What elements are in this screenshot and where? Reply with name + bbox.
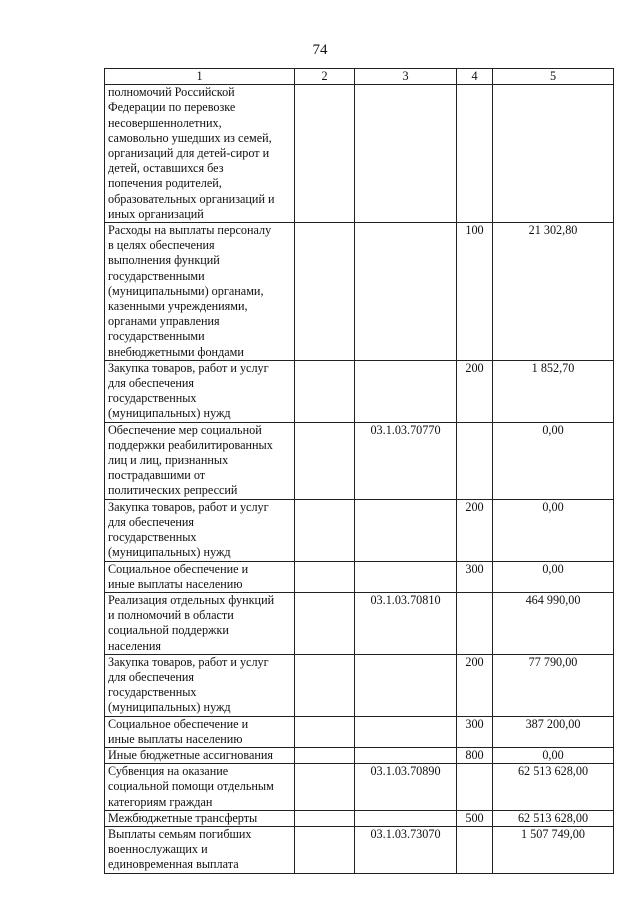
row-name-cell [105, 826, 295, 873]
table-row [105, 764, 614, 811]
row-type-cell [457, 592, 493, 654]
row-code-cell [355, 360, 457, 422]
header-col-4: 4 [457, 69, 493, 85]
table-row [105, 826, 614, 873]
row-amount-cell: 62 513 628,00 [493, 764, 614, 811]
row-type-cell: 200 [457, 360, 493, 422]
table-row [105, 499, 614, 561]
row-name-cell [105, 592, 295, 654]
row-name-line: лиц и лиц, признанных [108, 453, 229, 468]
row-name-cell [105, 223, 295, 361]
row-code-cell [355, 561, 457, 592]
page-number: 74 [312, 42, 328, 58]
row-col2-cell [295, 223, 355, 361]
table-row [105, 561, 614, 592]
row-name-line: Межбюджетные трансферты [108, 810, 258, 825]
row-col2-cell [295, 499, 355, 561]
row-col2-cell [295, 826, 355, 873]
row-name-cell [105, 810, 295, 826]
row-code-cell [355, 810, 457, 826]
row-col2-cell [295, 360, 355, 422]
row-col2-cell [295, 810, 355, 826]
row-name-line: политических репрессий [108, 483, 238, 498]
table-row [105, 85, 614, 223]
row-name-line: социальной помощи отдельным [108, 779, 274, 794]
row-name-line: образовательных организаций и [108, 191, 275, 206]
row-name-line: Социальное обеспечение и [108, 561, 249, 576]
row-name-line: поддержки реабилитированных [108, 437, 273, 452]
row-name-line: категориям граждан [108, 794, 213, 809]
row-type-cell: 500 [457, 810, 493, 826]
row-name-line: Закупка товаров, работ и услуг [108, 654, 269, 669]
row-name-line: организаций для детей-сирот и [108, 146, 270, 161]
row-name-cell [105, 764, 295, 811]
row-code-cell: 03.1.03.70770 [355, 422, 457, 499]
row-amount-cell: 0,00 [493, 747, 614, 763]
row-name-line: Закупка товаров, работ и услуг [108, 360, 269, 375]
row-code-cell [355, 716, 457, 747]
row-name-line: государственными [108, 268, 205, 283]
row-code-cell: 03.1.03.73070 [355, 826, 457, 873]
row-type-cell: 300 [457, 716, 493, 747]
row-name-line: единовременная выплата [108, 857, 239, 872]
row-col2-cell [295, 592, 355, 654]
table-row [105, 747, 614, 763]
row-name-line: для обеспечения [108, 514, 195, 529]
table-row [105, 223, 614, 361]
row-name-line: населения [108, 638, 162, 653]
row-name-cell [105, 499, 295, 561]
row-name-line: социальной поддержки [108, 623, 229, 638]
row-name-cell [105, 360, 295, 422]
row-amount-cell: 1 852,70 [493, 360, 614, 422]
row-col2-cell [295, 716, 355, 747]
row-amount-cell: 77 790,00 [493, 654, 614, 716]
row-name-line: государственных [108, 685, 197, 700]
row-name-line: Субвенция на оказание [108, 764, 229, 779]
row-amount-cell: 464 990,00 [493, 592, 614, 654]
header-col-1: 1 [105, 69, 295, 85]
row-type-cell [457, 764, 493, 811]
row-name-cell [105, 654, 295, 716]
table-row [105, 360, 614, 422]
row-amount-cell: 62 513 628,00 [493, 810, 614, 826]
row-name-line: детей, оставшихся без [108, 161, 224, 176]
row-name-line: иные выплаты населению [108, 576, 243, 591]
row-amount-cell: 387 200,00 [493, 716, 614, 747]
row-name-line: (муниципальных) нужд [108, 700, 231, 715]
row-name-line: попечения родителей, [108, 176, 222, 191]
row-name-line: Федерации по перевозке [108, 100, 236, 115]
row-name-line: Реализация отдельных функций [108, 592, 275, 607]
row-code-cell: 03.1.03.70890 [355, 764, 457, 811]
row-name-line: (муниципальных) нужд [108, 545, 231, 560]
row-name-cell [105, 716, 295, 747]
row-name-line: Иные бюджетные ассигнования [108, 747, 274, 762]
row-name-line: выполнения функций [108, 253, 220, 268]
row-col2-cell [295, 764, 355, 811]
row-code-cell: 03.1.03.70810 [355, 592, 457, 654]
row-code-cell [355, 654, 457, 716]
row-name-line: Закупка товаров, работ и услуг [108, 499, 269, 514]
row-amount-cell: 0,00 [493, 561, 614, 592]
row-type-cell [457, 85, 493, 223]
row-col2-cell [295, 654, 355, 716]
row-amount-cell: 1 507 749,00 [493, 826, 614, 873]
row-name-line: и полномочий в области [108, 608, 234, 623]
row-name-line: органами управления [108, 314, 220, 329]
row-name-line: (муниципальными) органами, [108, 283, 264, 298]
header-col-5: 5 [493, 69, 614, 85]
row-name-line: Расходы на выплаты персоналу [108, 223, 272, 238]
row-name-line: полномочий Российской [108, 85, 235, 100]
row-type-cell [457, 422, 493, 499]
row-type-cell: 300 [457, 561, 493, 592]
row-type-cell: 800 [457, 747, 493, 763]
row-code-cell [355, 85, 457, 223]
row-name-line: Выплаты семьям погибших [108, 826, 252, 841]
table-body [105, 85, 614, 873]
row-name-cell [105, 747, 295, 763]
row-amount-cell [493, 85, 614, 223]
table-row [105, 810, 614, 826]
row-amount-cell: 0,00 [493, 422, 614, 499]
row-type-cell [457, 826, 493, 873]
budget-table [104, 68, 614, 874]
header-col-3: 3 [355, 69, 457, 85]
header-row [105, 69, 614, 85]
row-type-cell: 200 [457, 654, 493, 716]
row-col2-cell [295, 85, 355, 223]
row-code-cell [355, 499, 457, 561]
row-col2-cell [295, 422, 355, 499]
table-row [105, 592, 614, 654]
row-name-line: государственных [108, 530, 197, 545]
row-type-cell: 100 [457, 223, 493, 361]
row-name-line: государственных [108, 391, 197, 406]
row-name-line: для обеспечения [108, 376, 195, 391]
row-name-line: в целях обеспечения [108, 238, 215, 253]
row-amount-cell: 0,00 [493, 499, 614, 561]
row-code-cell [355, 223, 457, 361]
row-name-line: несовершеннолетних, [108, 115, 222, 130]
row-amount-cell: 21 302,80 [493, 223, 614, 361]
row-name-line: казенными учреждениями, [108, 299, 248, 314]
row-name-line: для обеспечения [108, 669, 195, 684]
table-row [105, 716, 614, 747]
row-name-cell [105, 422, 295, 499]
row-name-line: Обеспечение мер социальной [108, 422, 262, 437]
row-name-line: иных организаций [108, 206, 204, 221]
table-row [105, 654, 614, 716]
row-name-line: (муниципальных) нужд [108, 406, 231, 421]
row-name-line: внебюджетными фондами [108, 344, 244, 359]
row-col2-cell [295, 561, 355, 592]
row-name-line: иные выплаты населению [108, 731, 243, 746]
row-name-cell [105, 85, 295, 223]
row-name-line: самовольно ушедших из семей, [108, 130, 272, 145]
row-name-line: Социальное обеспечение и [108, 716, 249, 731]
row-code-cell [355, 747, 457, 763]
row-col2-cell [295, 747, 355, 763]
row-type-cell: 200 [457, 499, 493, 561]
table-row [105, 422, 614, 499]
row-name-line: пострадавшими от [108, 468, 206, 483]
row-name-cell [105, 561, 295, 592]
row-name-line: государственными [108, 329, 205, 344]
row-name-line: военнослужащих и [108, 842, 208, 857]
header-col-2: 2 [295, 69, 355, 85]
